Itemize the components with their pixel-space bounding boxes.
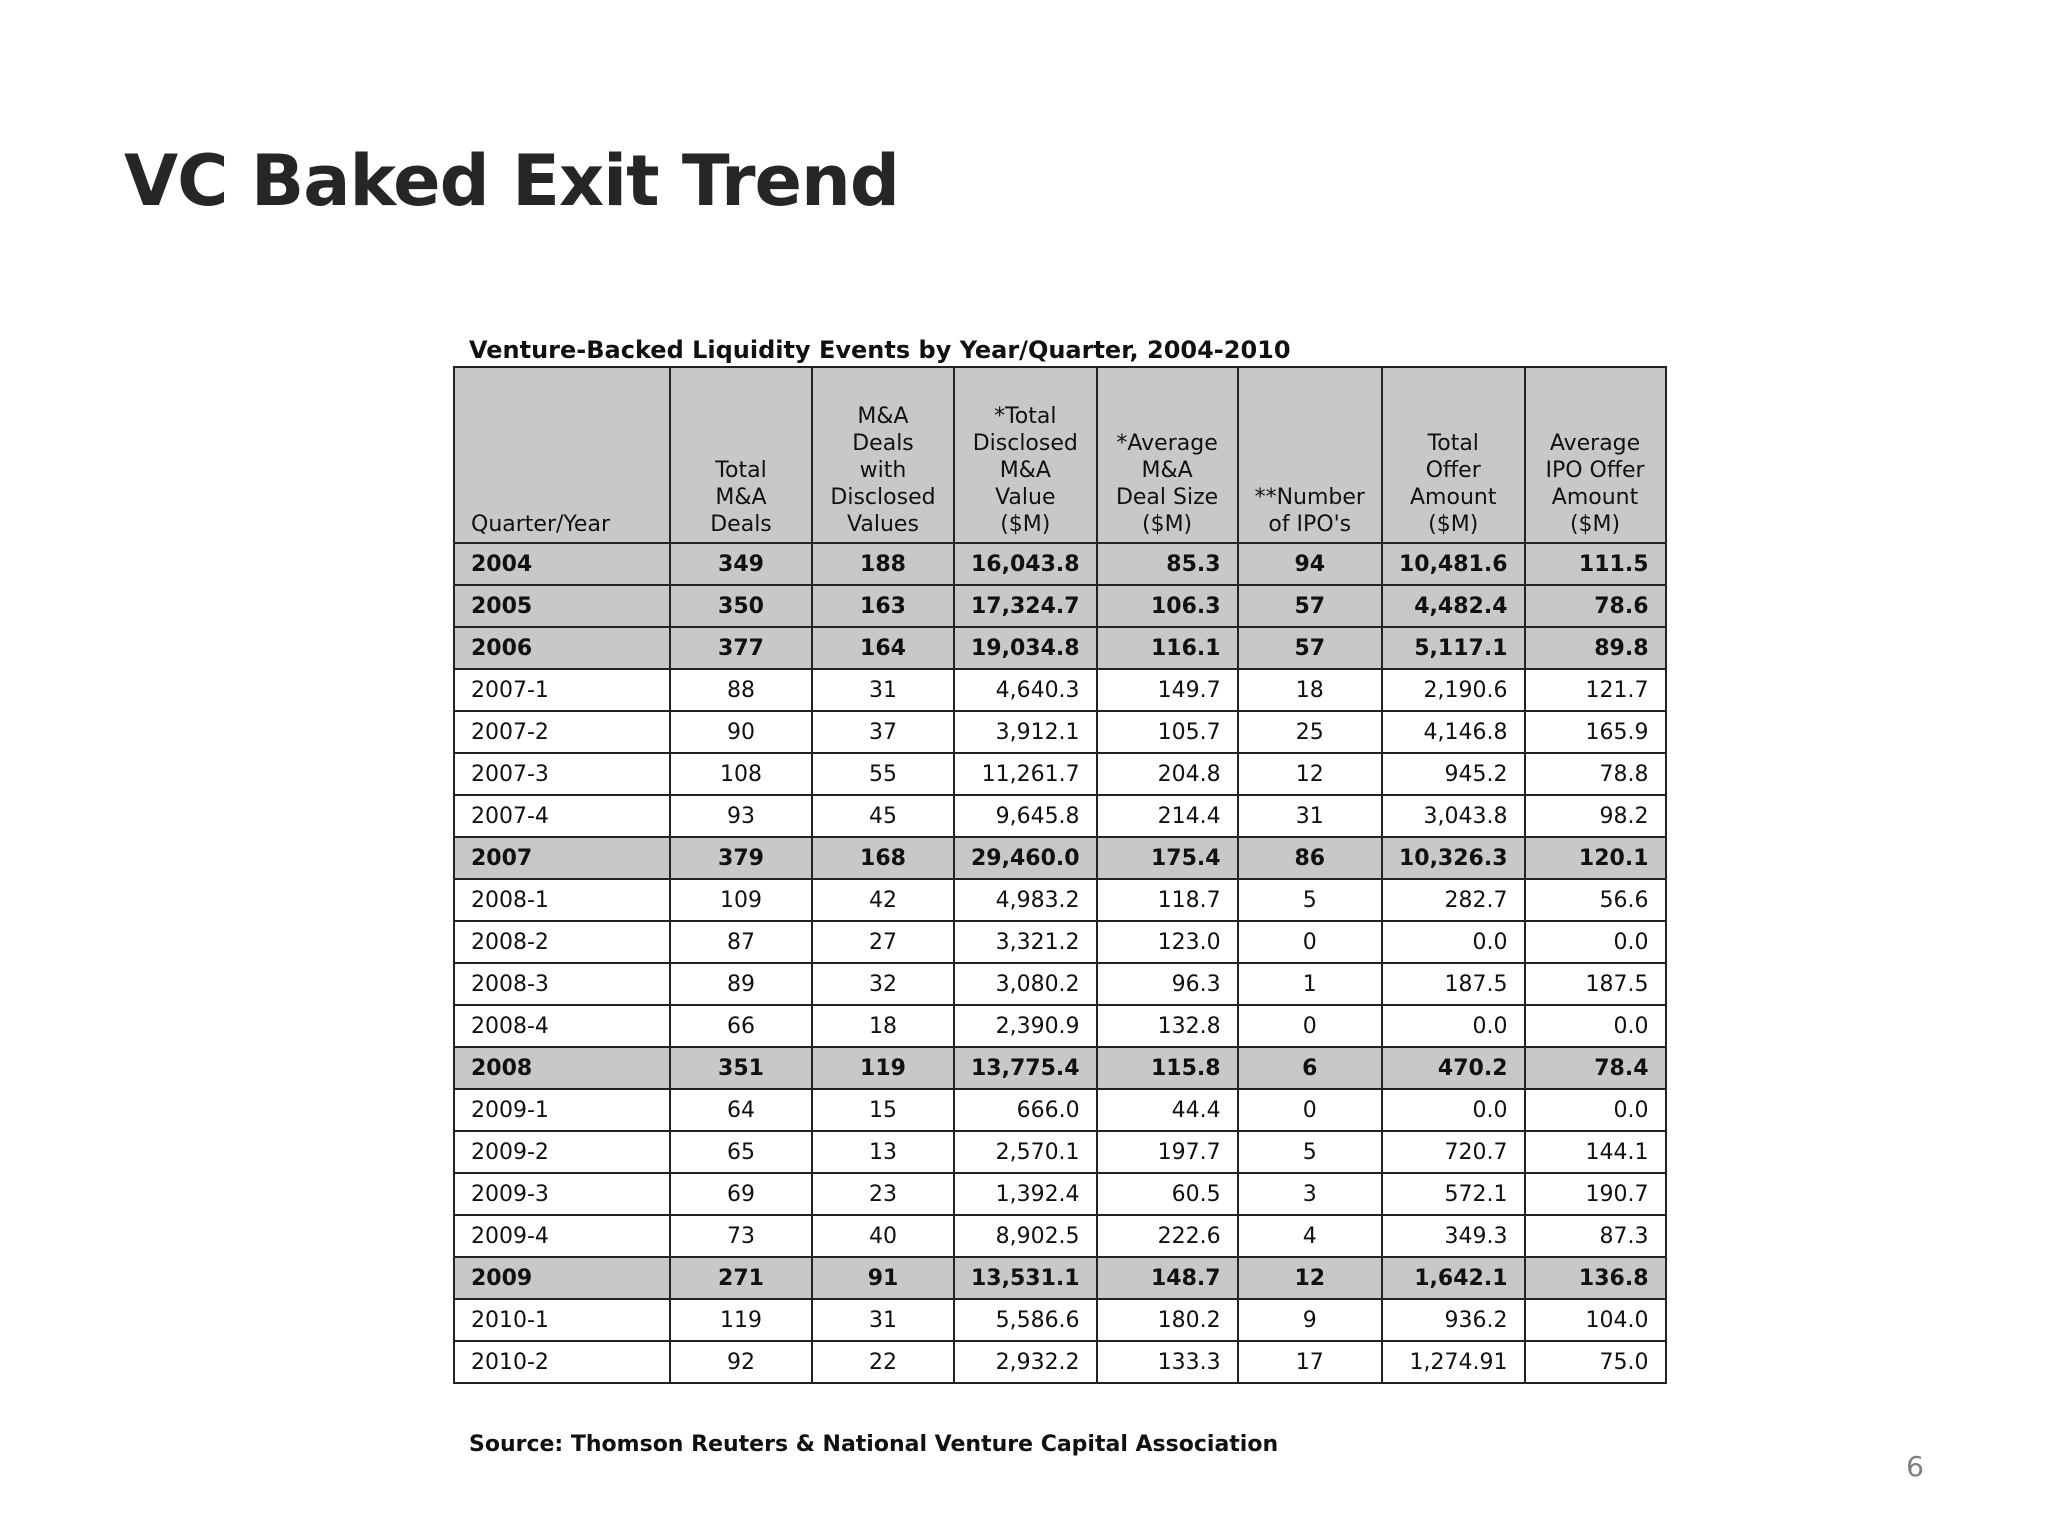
value-cell: 57 [1238, 627, 1382, 669]
value-cell: 120.1 [1525, 837, 1666, 879]
value-cell: 936.2 [1382, 1299, 1525, 1341]
value-cell: 3,912.1 [954, 711, 1097, 753]
table-row [454, 1089, 1666, 1131]
table-row-annual-total [454, 1047, 1666, 1089]
value-cell: 31 [1238, 795, 1382, 837]
value-cell: 31 [812, 1299, 954, 1341]
value-cell: 73 [670, 1215, 812, 1257]
table-row [454, 963, 1666, 1005]
table-row-annual-total [454, 543, 1666, 585]
value-cell: 29,460.0 [954, 837, 1097, 879]
period-cell: 2010-1 [454, 1299, 670, 1341]
value-cell: 132.8 [1097, 1005, 1238, 1047]
value-cell: 87.3 [1525, 1215, 1666, 1257]
value-cell: 214.4 [1097, 795, 1238, 837]
value-cell: 123.0 [1097, 921, 1238, 963]
value-cell: 379 [670, 837, 812, 879]
value-cell: 78.6 [1525, 585, 1666, 627]
period-cell: 2009-4 [454, 1215, 670, 1257]
value-cell: 111.5 [1525, 543, 1666, 585]
value-cell: 3,321.2 [954, 921, 1097, 963]
value-cell: 89.8 [1525, 627, 1666, 669]
period-cell: 2007-1 [454, 669, 670, 711]
table-row [454, 795, 1666, 837]
value-cell: 188 [812, 543, 954, 585]
value-cell: 197.7 [1097, 1131, 1238, 1173]
value-cell: 10,326.3 [1382, 837, 1525, 879]
source-note: Source: Thomson Reuters & National Venture Capital Association [469, 1432, 1279, 1457]
value-cell: 1 [1238, 963, 1382, 1005]
value-cell: 5 [1238, 1131, 1382, 1173]
period-cell: 2007-4 [454, 795, 670, 837]
period-cell: 2008 [454, 1047, 670, 1089]
value-cell: 57 [1238, 585, 1382, 627]
table-row [454, 711, 1666, 753]
column-header: Total Offer Amount ($M) [1382, 367, 1525, 543]
value-cell: 106.3 [1097, 585, 1238, 627]
table-row [454, 1341, 1666, 1383]
value-cell: 27 [812, 921, 954, 963]
value-cell: 271 [670, 1257, 812, 1299]
table-row [454, 1215, 1666, 1257]
table-row [454, 879, 1666, 921]
value-cell: 0.0 [1382, 921, 1525, 963]
value-cell: 5,117.1 [1382, 627, 1525, 669]
value-cell: 572.1 [1382, 1173, 1525, 1215]
value-cell: 282.7 [1382, 879, 1525, 921]
value-cell: 4,482.4 [1382, 585, 1525, 627]
period-cell: 2007 [454, 837, 670, 879]
value-cell: 164 [812, 627, 954, 669]
value-cell: 23 [812, 1173, 954, 1215]
value-cell: 4,640.3 [954, 669, 1097, 711]
value-cell: 116.1 [1097, 627, 1238, 669]
value-cell: 148.7 [1097, 1257, 1238, 1299]
period-cell: 2009-2 [454, 1131, 670, 1173]
value-cell: 87 [670, 921, 812, 963]
value-cell: 1,642.1 [1382, 1257, 1525, 1299]
liquidity-events-table [453, 366, 1667, 1384]
value-cell: 17 [1238, 1341, 1382, 1383]
value-cell: 175.4 [1097, 837, 1238, 879]
value-cell: 12 [1238, 753, 1382, 795]
value-cell: 10,481.6 [1382, 543, 1525, 585]
period-cell: 2007-2 [454, 711, 670, 753]
value-cell: 222.6 [1097, 1215, 1238, 1257]
value-cell: 88 [670, 669, 812, 711]
value-cell: 56.6 [1525, 879, 1666, 921]
value-cell: 16,043.8 [954, 543, 1097, 585]
value-cell: 60.5 [1097, 1173, 1238, 1215]
value-cell: 93 [670, 795, 812, 837]
column-header: M&A Deals with Disclosed Values [812, 367, 954, 543]
period-cell: 2009 [454, 1257, 670, 1299]
period-cell: 2007-3 [454, 753, 670, 795]
value-cell: 187.5 [1382, 963, 1525, 1005]
table-row [454, 1131, 1666, 1173]
value-cell: 98.2 [1525, 795, 1666, 837]
value-cell: 8,902.5 [954, 1215, 1097, 1257]
value-cell: 92 [670, 1341, 812, 1383]
value-cell: 3 [1238, 1173, 1382, 1215]
column-header: Total M&A Deals [670, 367, 812, 543]
value-cell: 1,274.91 [1382, 1341, 1525, 1383]
value-cell: 180.2 [1097, 1299, 1238, 1341]
value-cell: 4,983.2 [954, 879, 1097, 921]
period-cell: 2008-3 [454, 963, 670, 1005]
column-header: Average IPO Offer Amount ($M) [1525, 367, 1666, 543]
value-cell: 349.3 [1382, 1215, 1525, 1257]
value-cell: 65 [670, 1131, 812, 1173]
period-cell: 2009-3 [454, 1173, 670, 1215]
value-cell: 85.3 [1097, 543, 1238, 585]
value-cell: 144.1 [1525, 1131, 1666, 1173]
value-cell: 15 [812, 1089, 954, 1131]
table-row-annual-total [454, 627, 1666, 669]
value-cell: 4 [1238, 1215, 1382, 1257]
value-cell: 105.7 [1097, 711, 1238, 753]
table-row-annual-total [454, 837, 1666, 879]
value-cell: 118.7 [1097, 879, 1238, 921]
value-cell: 204.8 [1097, 753, 1238, 795]
value-cell: 5 [1238, 879, 1382, 921]
value-cell: 119 [812, 1047, 954, 1089]
value-cell: 22 [812, 1341, 954, 1383]
column-header: **Number of IPO's [1238, 367, 1382, 543]
value-cell: 945.2 [1382, 753, 1525, 795]
value-cell: 104.0 [1525, 1299, 1666, 1341]
value-cell: 0.0 [1525, 921, 1666, 963]
value-cell: 40 [812, 1215, 954, 1257]
value-cell: 2,932.2 [954, 1341, 1097, 1383]
value-cell: 720.7 [1382, 1131, 1525, 1173]
value-cell: 78.8 [1525, 753, 1666, 795]
value-cell: 0.0 [1525, 1005, 1666, 1047]
value-cell: 32 [812, 963, 954, 1005]
value-cell: 4,146.8 [1382, 711, 1525, 753]
value-cell: 42 [812, 879, 954, 921]
value-cell: 349 [670, 543, 812, 585]
value-cell: 190.7 [1525, 1173, 1666, 1215]
value-cell: 96.3 [1097, 963, 1238, 1005]
value-cell: 377 [670, 627, 812, 669]
value-cell: 187.5 [1525, 963, 1666, 1005]
value-cell: 165.9 [1525, 711, 1666, 753]
value-cell: 17,324.7 [954, 585, 1097, 627]
page-number: 6 [1906, 1450, 1924, 1483]
value-cell: 351 [670, 1047, 812, 1089]
table-row [454, 753, 1666, 795]
value-cell: 3,080.2 [954, 963, 1097, 1005]
value-cell: 2,190.6 [1382, 669, 1525, 711]
value-cell: 18 [812, 1005, 954, 1047]
table-row [454, 921, 1666, 963]
value-cell: 0.0 [1382, 1089, 1525, 1131]
value-cell: 9 [1238, 1299, 1382, 1341]
table-row-annual-total [454, 1257, 1666, 1299]
value-cell: 149.7 [1097, 669, 1238, 711]
value-cell: 168 [812, 837, 954, 879]
value-cell: 109 [670, 879, 812, 921]
value-cell: 78.4 [1525, 1047, 1666, 1089]
column-header: *Total Disclosed M&A Value ($M) [954, 367, 1097, 543]
value-cell: 133.3 [1097, 1341, 1238, 1383]
value-cell: 5,586.6 [954, 1299, 1097, 1341]
value-cell: 13 [812, 1131, 954, 1173]
value-cell: 0 [1238, 1089, 1382, 1131]
value-cell: 13,775.4 [954, 1047, 1097, 1089]
period-cell: 2010-2 [454, 1341, 670, 1383]
value-cell: 0.0 [1382, 1005, 1525, 1047]
value-cell: 11,261.7 [954, 753, 1097, 795]
table-caption: Venture-Backed Liquidity Events by Year/Quarter, 2004-2010 [469, 336, 1291, 364]
table-row [454, 1005, 1666, 1047]
value-cell: 13,531.1 [954, 1257, 1097, 1299]
column-header: Quarter/Year [454, 367, 670, 543]
table-header-row [454, 367, 1666, 543]
value-cell: 9,645.8 [954, 795, 1097, 837]
table-row [454, 1299, 1666, 1341]
value-cell: 94 [1238, 543, 1382, 585]
value-cell: 66 [670, 1005, 812, 1047]
value-cell: 69 [670, 1173, 812, 1215]
value-cell: 31 [812, 669, 954, 711]
slide-title: VC Baked Exit Trend [124, 140, 899, 222]
value-cell: 37 [812, 711, 954, 753]
table-row [454, 669, 1666, 711]
value-cell: 108 [670, 753, 812, 795]
value-cell: 89 [670, 963, 812, 1005]
period-cell: 2008-1 [454, 879, 670, 921]
value-cell: 86 [1238, 837, 1382, 879]
value-cell: 19,034.8 [954, 627, 1097, 669]
period-cell: 2005 [454, 585, 670, 627]
period-cell: 2008-2 [454, 921, 670, 963]
value-cell: 121.7 [1525, 669, 1666, 711]
value-cell: 18 [1238, 669, 1382, 711]
value-cell: 119 [670, 1299, 812, 1341]
value-cell: 6 [1238, 1047, 1382, 1089]
value-cell: 45 [812, 795, 954, 837]
table-row [454, 1173, 1666, 1215]
value-cell: 55 [812, 753, 954, 795]
value-cell: 163 [812, 585, 954, 627]
period-cell: 2009-1 [454, 1089, 670, 1131]
value-cell: 64 [670, 1089, 812, 1131]
table-row-annual-total [454, 585, 1666, 627]
value-cell: 0.0 [1525, 1089, 1666, 1131]
value-cell: 44.4 [1097, 1089, 1238, 1131]
value-cell: 136.8 [1525, 1257, 1666, 1299]
period-cell: 2004 [454, 543, 670, 585]
value-cell: 91 [812, 1257, 954, 1299]
value-cell: 2,570.1 [954, 1131, 1097, 1173]
value-cell: 115.8 [1097, 1047, 1238, 1089]
value-cell: 2,390.9 [954, 1005, 1097, 1047]
value-cell: 0 [1238, 921, 1382, 963]
value-cell: 25 [1238, 711, 1382, 753]
value-cell: 1,392.4 [954, 1173, 1097, 1215]
value-cell: 470.2 [1382, 1047, 1525, 1089]
value-cell: 350 [670, 585, 812, 627]
value-cell: 12 [1238, 1257, 1382, 1299]
value-cell: 75.0 [1525, 1341, 1666, 1383]
value-cell: 0 [1238, 1005, 1382, 1047]
table-body [454, 543, 1666, 1383]
value-cell: 666.0 [954, 1089, 1097, 1131]
period-cell: 2006 [454, 627, 670, 669]
value-cell: 3,043.8 [1382, 795, 1525, 837]
period-cell: 2008-4 [454, 1005, 670, 1047]
column-header: *Average M&A Deal Size ($M) [1097, 367, 1238, 543]
value-cell: 90 [670, 711, 812, 753]
